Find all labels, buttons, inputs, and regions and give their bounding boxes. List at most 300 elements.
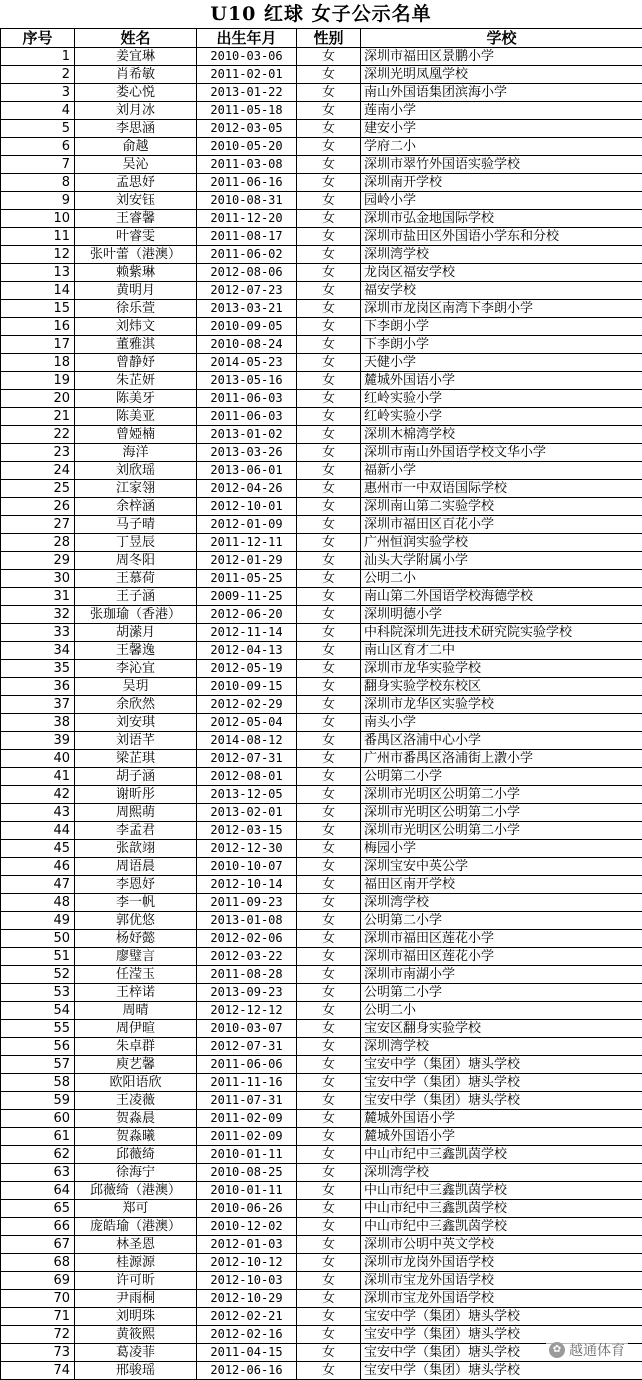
row-name: 董雅淇: [75, 336, 197, 354]
row-gender: 女: [297, 858, 361, 876]
row-name: 徐海宁: [75, 1164, 197, 1182]
row-name: 王凌薇: [75, 1092, 197, 1110]
wechat-icon: ✿: [549, 1342, 565, 1358]
row-name: 李一帆: [75, 894, 197, 912]
row-index: 9: [1, 192, 75, 210]
table-row: [1, 1182, 642, 1200]
row-name: 孟思妤: [75, 174, 197, 192]
row-school: 梅园小学: [361, 840, 642, 858]
row-gender: 女: [297, 1092, 361, 1110]
row-birthdate: 2010-01-11: [197, 1146, 297, 1164]
row-birthdate: 2011-03-08: [197, 156, 297, 174]
row-name: 马子晴: [75, 516, 197, 534]
row-gender: 女: [297, 282, 361, 300]
table-row: [1, 228, 642, 246]
table-row: [1, 1200, 642, 1218]
row-gender: 女: [297, 948, 361, 966]
row-birthdate: 2010-08-24: [197, 336, 297, 354]
row-birthdate: 2012-10-14: [197, 876, 297, 894]
row-birthdate: 2010-05-20: [197, 138, 297, 156]
row-name: 徐乐萱: [75, 300, 197, 318]
row-gender: 女: [297, 66, 361, 84]
row-name: 吴玥: [75, 678, 197, 696]
row-birthdate: 2010-10-07: [197, 858, 297, 876]
row-school: 莲南小学: [361, 102, 642, 120]
row-birthdate: 2012-01-09: [197, 516, 297, 534]
row-birthdate: 2012-01-29: [197, 552, 297, 570]
row-school: 深圳南山第二实验学校: [361, 498, 642, 516]
header-row: [1, 29, 642, 48]
table-row: [1, 372, 642, 390]
table-row: [1, 786, 642, 804]
row-birthdate: 2012-10-29: [197, 1290, 297, 1308]
row-birthdate: 2012-02-06: [197, 930, 297, 948]
row-index: 39: [1, 732, 75, 750]
row-school: 公明第二小学: [361, 984, 642, 1002]
row-index: 12: [1, 246, 75, 264]
row-index: 13: [1, 264, 75, 282]
row-index: 8: [1, 174, 75, 192]
row-index: 1: [1, 48, 75, 66]
row-school: 深圳湾学校: [361, 1164, 642, 1182]
row-index: 73: [1, 1344, 75, 1362]
row-name: 梁芷琪: [75, 750, 197, 768]
row-index: 35: [1, 660, 75, 678]
table-row: [1, 1002, 642, 1020]
row-birthdate: 2011-06-02: [197, 246, 297, 264]
row-name: 郑可: [75, 1200, 197, 1218]
row-name: 肖希敏: [75, 66, 197, 84]
row-gender: 女: [297, 588, 361, 606]
row-index: 24: [1, 462, 75, 480]
row-birthdate: 2010-09-15: [197, 678, 297, 696]
row-name: 邱薇绮（港澳）: [75, 1182, 197, 1200]
row-name: 姜宜琳: [75, 48, 197, 66]
row-index: 46: [1, 858, 75, 876]
row-index: 15: [1, 300, 75, 318]
row-name: 张叶蕾（港澳）: [75, 246, 197, 264]
row-school: 深圳市龙华实验学校: [361, 660, 642, 678]
table-row: [1, 102, 642, 120]
row-name: 廖璧言: [75, 948, 197, 966]
row-gender: 女: [297, 390, 361, 408]
row-name: 王慕荷: [75, 570, 197, 588]
row-school: 深圳市福田区莲花小学: [361, 930, 642, 948]
row-index: 20: [1, 390, 75, 408]
row-school: 公明二小: [361, 1002, 642, 1020]
row-gender: 女: [297, 1290, 361, 1308]
row-name: 张歆翊: [75, 840, 197, 858]
row-gender: 女: [297, 228, 361, 246]
table-row: [1, 1074, 642, 1092]
row-school: 中山市纪中三鑫凯茵学校: [361, 1200, 642, 1218]
table-row: [1, 66, 642, 84]
row-index: 21: [1, 408, 75, 426]
row-name: 刘欣瑶: [75, 462, 197, 480]
row-gender: 女: [297, 696, 361, 714]
row-gender: 女: [297, 84, 361, 102]
row-index: 33: [1, 624, 75, 642]
row-name: 王馨逸: [75, 642, 197, 660]
row-gender: 女: [297, 1056, 361, 1074]
table-row: [1, 282, 642, 300]
table-row: [1, 300, 642, 318]
row-index: 58: [1, 1074, 75, 1092]
row-index: 62: [1, 1146, 75, 1164]
row-name: 张珈瑜（香港）: [75, 606, 197, 624]
row-birthdate: 2012-02-16: [197, 1326, 297, 1344]
row-school: 深圳宝安中英公学: [361, 858, 642, 876]
row-gender: 女: [297, 606, 361, 624]
table-row: [1, 210, 642, 228]
row-school: 广州市番禺区洛浦街上漖小学: [361, 750, 642, 768]
row-school: 宝安中学（集团）塘头学校: [361, 1308, 642, 1326]
table-row: [1, 660, 642, 678]
row-name: 娄心悦: [75, 84, 197, 102]
row-gender: 女: [297, 1344, 361, 1362]
row-index: 59: [1, 1092, 75, 1110]
row-name: 邢骏瑶: [75, 1362, 197, 1380]
row-gender: 女: [297, 210, 361, 228]
row-school: 中山市纪中三鑫凯茵学校: [361, 1182, 642, 1200]
row-birthdate: 2012-12-30: [197, 840, 297, 858]
row-birthdate: 2012-07-23: [197, 282, 297, 300]
row-gender: 女: [297, 1146, 361, 1164]
row-birthdate: 2011-08-17: [197, 228, 297, 246]
table-row: [1, 138, 642, 156]
table-row: [1, 336, 642, 354]
row-gender: 女: [297, 318, 361, 336]
row-gender: 女: [297, 732, 361, 750]
table-row: [1, 732, 642, 750]
row-name: 黄筱熙: [75, 1326, 197, 1344]
row-index: 43: [1, 804, 75, 822]
row-gender: 女: [297, 1254, 361, 1272]
row-school: 南山区育才二中: [361, 642, 642, 660]
row-name: 郭优悠: [75, 912, 197, 930]
row-birthdate: 2013-06-01: [197, 462, 297, 480]
row-index: 61: [1, 1128, 75, 1146]
row-birthdate: 2013-01-22: [197, 84, 297, 102]
row-gender: 女: [297, 984, 361, 1002]
row-gender: 女: [297, 480, 361, 498]
table-row: [1, 462, 642, 480]
row-gender: 女: [297, 1002, 361, 1020]
row-birthdate: 2012-05-19: [197, 660, 297, 678]
table-row: [1, 642, 642, 660]
row-school: 深圳市光明区公明第二小学: [361, 804, 642, 822]
row-name: 王梓诺: [75, 984, 197, 1002]
header-school: 学校: [361, 29, 642, 48]
row-gender: 女: [297, 120, 361, 138]
row-index: 42: [1, 786, 75, 804]
row-index: 52: [1, 966, 75, 984]
row-name: 任滢玉: [75, 966, 197, 984]
row-school: 深圳市公明中英文学校: [361, 1236, 642, 1254]
table-row: [1, 156, 642, 174]
row-name: 李恩妤: [75, 876, 197, 894]
row-birthdate: 2012-03-22: [197, 948, 297, 966]
row-birthdate: 2012-06-16: [197, 1362, 297, 1380]
row-school: 麓城外国语小学: [361, 372, 642, 390]
row-gender: 女: [297, 1128, 361, 1146]
row-gender: 女: [297, 1110, 361, 1128]
row-name: 周语晨: [75, 858, 197, 876]
row-school: 深圳市龙岗区南湾下李朗小学: [361, 300, 642, 318]
row-gender: 女: [297, 1218, 361, 1236]
row-school: 学府二小: [361, 138, 642, 156]
row-school: 公明第二小学: [361, 912, 642, 930]
row-index: 27: [1, 516, 75, 534]
row-school: 惠州市一中双语国际学校: [361, 480, 642, 498]
row-birthdate: 2010-08-31: [197, 192, 297, 210]
row-birthdate: 2013-09-23: [197, 984, 297, 1002]
table-row: [1, 1038, 642, 1056]
row-gender: 女: [297, 264, 361, 282]
table-row: [1, 804, 642, 822]
table-row: [1, 876, 642, 894]
table-row: [1, 552, 642, 570]
row-index: 45: [1, 840, 75, 858]
row-school: 广州恒润实验学校: [361, 534, 642, 552]
row-name: 周晴: [75, 1002, 197, 1020]
row-birthdate: 2009-11-25: [197, 588, 297, 606]
row-gender: 女: [297, 840, 361, 858]
row-index: 71: [1, 1308, 75, 1326]
row-birthdate: 2011-08-28: [197, 966, 297, 984]
row-birthdate: 2012-03-05: [197, 120, 297, 138]
row-index: 17: [1, 336, 75, 354]
row-name: 周伊暄: [75, 1020, 197, 1038]
table-row: [1, 678, 642, 696]
row-birthdate: 2010-08-25: [197, 1164, 297, 1182]
row-birthdate: 2013-12-05: [197, 786, 297, 804]
row-name: 黄明月: [75, 282, 197, 300]
row-gender: 女: [297, 624, 361, 642]
row-school: 宝安中学（集团）塘头学校: [361, 1074, 642, 1092]
row-name: 江家翎: [75, 480, 197, 498]
row-gender: 女: [297, 336, 361, 354]
row-birthdate: 2012-08-01: [197, 768, 297, 786]
row-index: 29: [1, 552, 75, 570]
table-row: [1, 1128, 642, 1146]
table-row: [1, 750, 642, 768]
table-row: [1, 408, 642, 426]
row-gender: 女: [297, 1182, 361, 1200]
row-gender: 女: [297, 660, 361, 678]
table-row: [1, 606, 642, 624]
row-birthdate: 2011-12-11: [197, 534, 297, 552]
row-birthdate: 2011-12-20: [197, 210, 297, 228]
table-row: [1, 930, 642, 948]
row-name: 尹雨桐: [75, 1290, 197, 1308]
row-birthdate: 2014-05-23: [197, 354, 297, 372]
row-index: 44: [1, 822, 75, 840]
row-school: 宝安中学（集团）塘头学校: [361, 1326, 642, 1344]
table-row: [1, 444, 642, 462]
row-gender: 女: [297, 372, 361, 390]
row-name: 林圣恩: [75, 1236, 197, 1254]
table-row: [1, 1218, 642, 1236]
row-school: 宝安中学（集团）塘头学校: [361, 1362, 642, 1380]
row-birthdate: 2012-07-31: [197, 750, 297, 768]
row-school: 宝安区翻身实验学校: [361, 1020, 642, 1038]
row-school: 宝安中学（集团）塘头学校: [361, 1056, 642, 1074]
row-gender: 女: [297, 1074, 361, 1092]
row-gender: 女: [297, 1164, 361, 1182]
row-gender: 女: [297, 102, 361, 120]
row-index: 49: [1, 912, 75, 930]
row-gender: 女: [297, 498, 361, 516]
table-row: [1, 480, 642, 498]
row-birthdate: 2013-03-26: [197, 444, 297, 462]
row-index: 55: [1, 1020, 75, 1038]
table-row: [1, 588, 642, 606]
row-index: 14: [1, 282, 75, 300]
table-row: [1, 570, 642, 588]
row-gender: 女: [297, 570, 361, 588]
row-name: 王睿馨: [75, 210, 197, 228]
row-school: 深圳市盐田区外国语小学东和分校: [361, 228, 642, 246]
table-row: [1, 1290, 642, 1308]
row-birthdate: 2012-08-06: [197, 264, 297, 282]
row-gender: 女: [297, 750, 361, 768]
row-index: 26: [1, 498, 75, 516]
row-index: 34: [1, 642, 75, 660]
row-name: 杨妤懿: [75, 930, 197, 948]
row-gender: 女: [297, 174, 361, 192]
row-school: 深圳市龙华区实验学校: [361, 696, 642, 714]
table-row: [1, 1020, 642, 1038]
row-school: 福安学校: [361, 282, 642, 300]
row-birthdate: 2012-02-29: [197, 696, 297, 714]
row-name: 王子涵: [75, 588, 197, 606]
row-school: 深圳南开学校: [361, 174, 642, 192]
row-name: 刘安琪: [75, 714, 197, 732]
row-gender: 女: [297, 408, 361, 426]
row-school: 园岭小学: [361, 192, 642, 210]
row-index: 16: [1, 318, 75, 336]
row-index: 68: [1, 1254, 75, 1272]
row-index: 25: [1, 480, 75, 498]
table-row: [1, 1056, 642, 1074]
row-school: 麓城外国语小学: [361, 1110, 642, 1128]
table-row: [1, 246, 642, 264]
row-birthdate: 2012-07-31: [197, 1038, 297, 1056]
row-gender: 女: [297, 912, 361, 930]
table-row: [1, 858, 642, 876]
row-school: 深圳市福田区百花小学: [361, 516, 642, 534]
row-name: 李孟君: [75, 822, 197, 840]
row-name: 庞皓瑜（港澳）: [75, 1218, 197, 1236]
row-birthdate: 2010-12-02: [197, 1218, 297, 1236]
row-school: 深圳市福田区莲花小学: [361, 948, 642, 966]
row-name: 庾艺馨: [75, 1056, 197, 1074]
row-birthdate: 2011-04-15: [197, 1344, 297, 1362]
row-index: 66: [1, 1218, 75, 1236]
row-gender: 女: [297, 192, 361, 210]
row-index: 47: [1, 876, 75, 894]
row-school: 翻身实验学校东校区: [361, 678, 642, 696]
row-birthdate: 2010-03-07: [197, 1020, 297, 1038]
row-index: 37: [1, 696, 75, 714]
row-school: 南山第二外国语学校海德学校: [361, 588, 642, 606]
row-birthdate: 2012-10-12: [197, 1254, 297, 1272]
row-birthdate: 2012-11-14: [197, 624, 297, 642]
row-school: 红岭实验小学: [361, 390, 642, 408]
row-gender: 女: [297, 678, 361, 696]
row-index: 60: [1, 1110, 75, 1128]
table-row: [1, 822, 642, 840]
row-school: 深圳木棉湾学校: [361, 426, 642, 444]
row-index: 38: [1, 714, 75, 732]
row-index: 7: [1, 156, 75, 174]
row-index: 22: [1, 426, 75, 444]
row-index: 64: [1, 1182, 75, 1200]
row-gender: 女: [297, 300, 361, 318]
table-row: [1, 1146, 642, 1164]
row-school: 深圳湾学校: [361, 246, 642, 264]
row-birthdate: 2012-01-03: [197, 1236, 297, 1254]
row-gender: 女: [297, 1020, 361, 1038]
row-name: 刘明珠: [75, 1308, 197, 1326]
row-gender: 女: [297, 642, 361, 660]
row-index: 28: [1, 534, 75, 552]
row-index: 65: [1, 1200, 75, 1218]
row-gender: 女: [297, 1038, 361, 1056]
table-row: [1, 534, 642, 552]
row-name: 胡潆月: [75, 624, 197, 642]
row-name: 朱芷妍: [75, 372, 197, 390]
row-school: 公明第二小学: [361, 768, 642, 786]
row-school: 宝安中学（集团）塘头学校: [361, 1092, 642, 1110]
table-row: [1, 1164, 642, 1182]
row-name: 刘安钰: [75, 192, 197, 210]
row-birthdate: 2012-12-12: [197, 1002, 297, 1020]
row-school: 福新小学: [361, 462, 642, 480]
row-school: 中科院深圳先进技术研究院实验学校: [361, 624, 642, 642]
row-school: 深圳市南山外国语学校文华小学: [361, 444, 642, 462]
row-name: 李沁宜: [75, 660, 197, 678]
row-gender: 女: [297, 894, 361, 912]
table-row: [1, 1092, 642, 1110]
row-index: 30: [1, 570, 75, 588]
row-birthdate: 2012-03-15: [197, 822, 297, 840]
row-school: 建安小学: [361, 120, 642, 138]
row-gender: 女: [297, 804, 361, 822]
row-school: 深圳市福田区景鹏小学: [361, 48, 642, 66]
table-row: [1, 1254, 642, 1272]
table-row: [1, 426, 642, 444]
header-gender: 性别: [297, 29, 361, 48]
table-row: [1, 516, 642, 534]
row-index: 2: [1, 66, 75, 84]
table-row: [1, 264, 642, 282]
row-school: 公明二小: [361, 570, 642, 588]
row-birthdate: 2012-04-13: [197, 642, 297, 660]
row-gender: 女: [297, 354, 361, 372]
table-row: [1, 966, 642, 984]
row-index: 18: [1, 354, 75, 372]
table-row: [1, 1308, 642, 1326]
table-row: [1, 1362, 642, 1380]
row-gender: 女: [297, 552, 361, 570]
table-row: [1, 912, 642, 930]
row-index: 36: [1, 678, 75, 696]
row-name: 刘语芊: [75, 732, 197, 750]
row-name: 叶睿雯: [75, 228, 197, 246]
row-index: 72: [1, 1326, 75, 1344]
